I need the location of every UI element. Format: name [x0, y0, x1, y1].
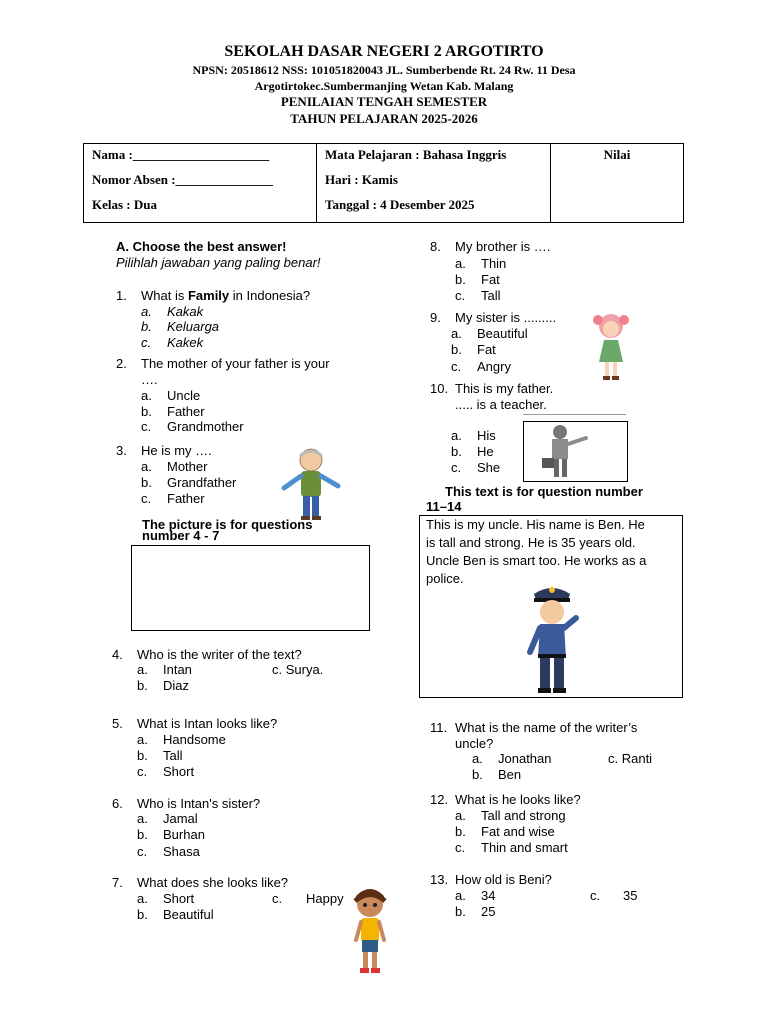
option-a[interactable]: Tall and strong	[481, 808, 566, 823]
day-field: Hari : Kamis	[325, 172, 398, 187]
option-c[interactable]: Angry	[477, 359, 511, 374]
question-text-continued: uncle?	[455, 736, 494, 751]
date-field: Tanggal : 4 Desember 2025	[325, 197, 475, 212]
option-letter: c.	[590, 888, 601, 903]
question-text: Who is the writer of the text?	[137, 647, 302, 662]
text-note	[426, 484, 643, 514]
option-letter: b.	[137, 748, 148, 763]
question-number: 9.	[430, 310, 441, 325]
option-letter: c.	[141, 419, 152, 434]
option-letter: c.	[455, 288, 466, 303]
question-text: What does she looks like?	[137, 875, 289, 890]
reading-text	[426, 516, 646, 588]
option-letter: b.	[141, 475, 152, 490]
text-note-line: This text is for question number	[445, 484, 643, 499]
question-text-part: What is	[141, 288, 188, 303]
option-a[interactable]: Jonathan	[498, 751, 552, 766]
option-letter: a.	[137, 891, 148, 906]
school-name: SEKOLAH DASAR NEGERI 2 ARGOTIRTO	[224, 43, 544, 60]
option-letter: b.	[451, 342, 462, 357]
question-text-continued: ..... is a teacher.	[455, 397, 547, 412]
subject-field: Mata Pelajaran : Bahasa Inggris	[325, 147, 507, 162]
question-number: 5.	[112, 716, 123, 731]
option-c[interactable]: Happy	[306, 891, 344, 906]
question-number: 7.	[112, 875, 123, 890]
question-number: 1.	[116, 288, 127, 303]
option-letter: c.	[141, 491, 152, 506]
student-identity-table	[83, 143, 684, 223]
option-a[interactable]: Handsome	[163, 732, 226, 747]
option-letter: c.	[137, 764, 148, 779]
name-field[interactable]: Nama :_____________________	[92, 147, 270, 162]
picture-note-line: number 4 - 7	[142, 528, 220, 543]
option-letter: c.	[137, 844, 148, 859]
question-number: 4.	[112, 647, 123, 662]
option-b[interactable]: Ben	[498, 767, 522, 782]
option-letter: b.	[455, 272, 466, 287]
reading-line: Uncle Ben is smart too. He works as a	[426, 553, 647, 568]
question-number: 3.	[116, 443, 127, 458]
question-text: The mother of your father is your	[141, 356, 330, 371]
option-a[interactable]: Beautiful	[477, 326, 528, 341]
option-letter: a.	[455, 808, 466, 823]
option-letter: a.	[137, 662, 148, 677]
option-letter: b.	[455, 824, 466, 839]
option-letter: c.	[455, 840, 466, 855]
question-text: My brother is ….	[455, 239, 551, 254]
option-b[interactable]: Fat and wise	[481, 824, 555, 839]
option-letter: a.	[451, 428, 462, 443]
option-letter: b.	[137, 678, 148, 693]
question-text: What is he looks like?	[455, 792, 581, 807]
grandfather-illustration	[278, 444, 344, 522]
option-c[interactable]: Kakek	[167, 335, 204, 350]
school-address-line1: NPSN: 20518612 NSS: 101051820043 JL. Sumberbende Rt. 24 Rw. 11 Desa	[192, 63, 576, 77]
option-a[interactable]: 34	[481, 888, 496, 903]
question-text: What is the name of the writer’s	[455, 720, 638, 735]
option-a[interactable]: Intan	[163, 662, 192, 677]
option-a[interactable]: Uncle	[167, 388, 201, 403]
picture-box	[131, 545, 370, 631]
picture-note-line: The picture is for questions	[142, 517, 313, 532]
question-text	[141, 288, 310, 304]
question-text: Who is Intan's sister?	[137, 796, 261, 811]
question-number: 6.	[112, 796, 123, 811]
question-text-part: in Indonesia?	[229, 288, 311, 303]
option-letter: b.	[141, 404, 152, 419]
option-a[interactable]: His	[477, 428, 496, 443]
option-b[interactable]: Grandfather	[167, 475, 237, 490]
option-b[interactable]: He	[477, 444, 494, 459]
option-letter: c.	[272, 891, 283, 906]
question-number: 8.	[430, 239, 441, 254]
question-text-continued: ….	[141, 372, 158, 387]
divider	[523, 414, 626, 415]
option-c[interactable]: She	[477, 460, 501, 475]
option-b[interactable]: Fat	[477, 342, 496, 357]
option-letter: c.	[141, 335, 152, 350]
option-letter: a.	[455, 888, 466, 903]
question-number: 13.	[430, 872, 449, 887]
teacher-illustration	[524, 422, 627, 481]
option-b[interactable]: Father	[167, 404, 205, 419]
academic-year: TAHUN PELAJARAN 2025-2026	[290, 111, 478, 126]
option-letter: b.	[455, 904, 466, 919]
absence-number-field[interactable]: Nomor Absen :_______________	[92, 172, 274, 187]
option-letter: b.	[137, 907, 148, 922]
boy-illustration	[350, 888, 390, 976]
class-field: Kelas : Dua	[92, 197, 157, 212]
option-b[interactable]: Tall	[163, 748, 183, 763]
option-b[interactable]: Beautiful	[163, 907, 214, 922]
option-c[interactable]: Short	[163, 764, 195, 779]
option-letter: a.	[141, 459, 152, 474]
option-c[interactable]: Tall	[481, 288, 501, 303]
reading-text-box	[419, 515, 683, 698]
option-b[interactable]: Keluarga	[167, 319, 220, 334]
question-text: He is my ….	[141, 443, 212, 458]
option-c[interactable]: Grandmother	[167, 419, 244, 434]
score-label: Nilai	[603, 147, 631, 162]
girl-illustration	[592, 310, 630, 382]
option-letter: a.	[137, 811, 148, 826]
teacher-picture-box	[523, 421, 628, 482]
question-number: 11.	[430, 720, 448, 735]
option-a[interactable]: Thin	[481, 256, 507, 271]
option-c[interactable]: Thin and smart	[481, 840, 568, 855]
option-c[interactable]: Shasa	[163, 844, 200, 859]
option-b[interactable]: 25	[481, 904, 496, 919]
option-letter: b.	[137, 827, 148, 842]
option-letter: c.	[451, 359, 462, 374]
option-b[interactable]: Diaz	[163, 678, 190, 693]
option-a[interactable]: Kakak	[167, 304, 204, 319]
option-letter: a.	[141, 304, 152, 319]
option-letter: c.	[451, 460, 462, 475]
option-a[interactable]: Mother	[167, 459, 208, 474]
option-letter: a.	[455, 256, 466, 271]
question-number: 2.	[116, 356, 127, 371]
picture-note	[142, 519, 312, 541]
reading-line: is tall and strong. He is 35 years old.	[426, 535, 636, 550]
option-c[interactable]: c. Ranti	[608, 751, 653, 766]
question-text: How old is Beni?	[455, 872, 552, 887]
option-b[interactable]: Burhan	[163, 827, 205, 842]
question-text: What is Intan looks like?	[137, 716, 278, 731]
option-letter: b.	[451, 444, 462, 459]
exam-title: PENILAIAN TENGAH SEMESTER	[280, 94, 488, 109]
option-letter: a.	[137, 732, 148, 747]
reading-line: police.	[426, 571, 464, 586]
question-number: 12.	[430, 792, 449, 807]
question-text: This is my father.	[455, 381, 554, 396]
reading-line: This is my uncle. His name is Ben. He	[426, 517, 645, 532]
option-a[interactable]: Jamal	[163, 811, 198, 826]
section-a-subtitle: Pilihlah jawaban yang paling benar!	[116, 255, 321, 270]
question-number: 10.	[430, 381, 449, 396]
question-text: My sister is .........	[455, 310, 557, 325]
option-letter: a.	[472, 751, 483, 766]
section-a-title: A. Choose the best answer!	[116, 239, 287, 254]
option-letter: a.	[451, 326, 462, 341]
option-c[interactable]: 35	[623, 888, 638, 903]
option-c[interactable]: c. Surya.	[272, 662, 324, 677]
policeman-illustration	[520, 584, 584, 696]
option-letter: b.	[141, 319, 152, 334]
option-a[interactable]: Short	[163, 891, 195, 906]
option-letter: b.	[472, 767, 483, 782]
option-c[interactable]: Father	[167, 491, 205, 506]
option-letter: a.	[141, 388, 152, 403]
question-text-bold: Family	[187, 288, 230, 303]
option-b[interactable]: Fat	[481, 272, 500, 287]
text-note-line: 11–14	[426, 499, 462, 514]
school-address-line2: Argotirtokec.Sumbermanjing Wetan Kab. Malang	[254, 79, 514, 93]
